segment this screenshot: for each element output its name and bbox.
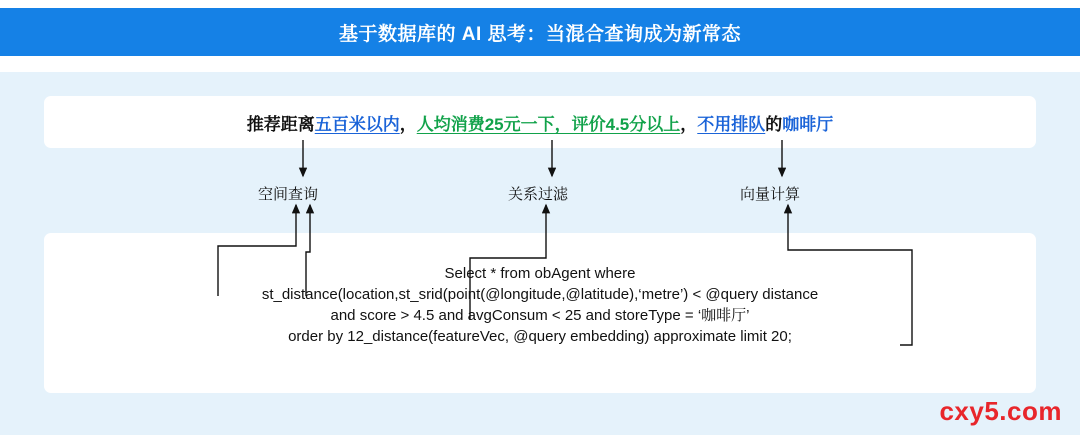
sql-line-1: Select * from obAgent where (444, 265, 636, 282)
stage-label-relational: 关系过滤 (508, 186, 569, 203)
query-segment-object: 咖啡厅 (782, 114, 834, 134)
query-segment-comma-2: ， (680, 114, 698, 134)
stage-label-vector: 向量计算 (740, 186, 801, 203)
query-segment-noqueue: 不用排队 (697, 114, 766, 134)
query-segment-de: 的 (765, 114, 783, 134)
sql-card (44, 233, 1036, 393)
query-segment-filters: 人均消费25元一下，评价4.5分以上 (416, 114, 681, 134)
stage-label-spatial: 空间查询 (258, 186, 319, 203)
query-segment-prefix: 推荐距离 (246, 114, 315, 134)
header-bar (0, 8, 1080, 56)
sql-line-3: and score > 4.5 and avgConsum < 25 and storeType = ‘咖啡厅’ (330, 307, 750, 324)
query-segment-distance: 五百米以内 (314, 114, 400, 134)
sql-line-4: order by 12_distance(featureVec, @query embedding) approximate limit 20; (288, 328, 792, 345)
page-title: 基于数据库的 AI 思考：当混合查询成为新常态 (338, 23, 742, 45)
query-sentence-card (44, 96, 1036, 148)
sql-line-2: st_distance(location,st_srid(point(@longitude,@latitude),‘metre’) < @query distance (261, 286, 819, 303)
query-segment-comma-1: ， (399, 114, 417, 134)
query-sentence (44, 96, 1036, 148)
watermark: cxy5.com (939, 396, 1062, 426)
